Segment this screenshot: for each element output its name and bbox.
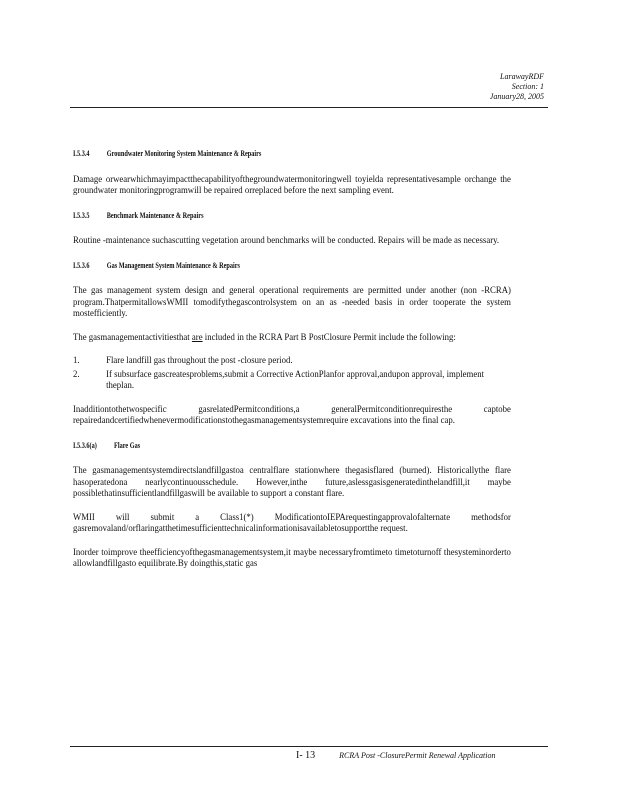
text-span: included in the RCRA Part B PostClosure Permit include the following: bbox=[204, 332, 456, 343]
page-number: I- 13 bbox=[296, 750, 316, 761]
paragraph-class1-modification: WMII will submit a Class1(*) ModificationtoIEPArequestingapprovalofalternate methodsfor gasremovaland/orflaringatthetimesufficienttechnicalinformationisavailabletosupportthe request. bbox=[73, 512, 511, 534]
section-number: I.5.3.5 bbox=[73, 210, 90, 220]
paragraph-benchmark: Routine -maintenance suchascutting vegetation around benchmarks will be conducted. Repairs will be made as necessary. bbox=[73, 236, 500, 246]
underlined-word: are bbox=[191, 332, 203, 343]
paragraph-groundwater: Damage orwearwhichmayimpactthecapabilityofthegroundwatermonitoringwell toyielda representativesample orchange the groundwater monitoringprogramwill be repaired orreplaced before the next sampling event. bbox=[73, 174, 511, 196]
header-facility: LarawayRDF bbox=[500, 72, 544, 81]
section-number: I.5.3.6(a) bbox=[73, 440, 97, 450]
page-header bbox=[490, 72, 544, 102]
page-footer bbox=[296, 750, 495, 761]
section-number: I.5.3.6 bbox=[73, 260, 90, 270]
section-heading-gas-management bbox=[73, 260, 445, 272]
text-span: The gasmanagementactivitiesthat bbox=[73, 332, 190, 343]
section-title: Benchmark Maintenance & Repairs bbox=[106, 210, 204, 220]
header-divider bbox=[70, 107, 548, 108]
footer-divider bbox=[70, 746, 548, 747]
footer-title: RCRA Post -ClosurePermit Renewal Application bbox=[339, 751, 496, 760]
paragraph-flare-station: The gasmanagementsystemdirectslandfillgastoa centralflare stationwhere thegasisflared (burned). Historicallythe flare hasoperatedona nearlycontinuousschedule. However,inthe future,aslessgasisgeneratedinthelandfill,it maybe possiblethatinsufficientlandfillgaswill be available to support a constant flare. bbox=[73, 466, 511, 499]
section-number: I.5.3.4 bbox=[73, 149, 90, 158]
list-item bbox=[73, 356, 511, 368]
section-heading-benchmark bbox=[73, 210, 445, 222]
section-heading-groundwater bbox=[73, 148, 445, 160]
header-section: Section: 1 bbox=[511, 82, 544, 91]
section-title: Flare Gas bbox=[114, 440, 141, 450]
paragraph-gas-activities bbox=[73, 333, 511, 345]
section-title: Groundwater Monitoring System Maintenance & Repairs bbox=[106, 149, 262, 158]
paragraph-permit-conditions: Inadditiontothetwospecific gasrelatedPermitconditions,a generalPermitconditionrequiresthe captobe repairedandcertifiedwhenevermodificationstothegasmanagementsystemrequire excavations into the final cap. bbox=[73, 404, 511, 426]
list-text: Flare landfill gas throughout the post -closure period. bbox=[106, 356, 293, 366]
section-title: Gas Management System Maintenance & Repairs bbox=[106, 260, 240, 270]
list-text: If subsurface gascreatesproblems,submit a Corrective ActionPlanfor approval,andupon approval, implement theplan. bbox=[106, 369, 485, 391]
list-item bbox=[73, 370, 511, 393]
list-number: 2. bbox=[73, 369, 80, 380]
list-number: 1. bbox=[73, 356, 80, 366]
paragraph-efficiency: Inorder toimprove theefficiencyofthegasmanagementsystem,it maybe necessaryfromtimeto timetoturnoff thesysteminorderto allowlandfillgasto equilibrate.By doingthis,static gas bbox=[73, 547, 511, 569]
paragraph-gas-design: The gas management system design and general operational requirements are permitted under another (non -RCRA) program.ThatpermitallowsWMII tomodifythegascontrolsystem on an as -needed basis in order tooperate the system mostefficiently. bbox=[73, 286, 511, 319]
document-body bbox=[73, 148, 511, 583]
header-date: January28, 2005 bbox=[489, 92, 544, 101]
section-heading-flare-gas bbox=[73, 440, 445, 452]
numbered-list bbox=[73, 356, 511, 393]
